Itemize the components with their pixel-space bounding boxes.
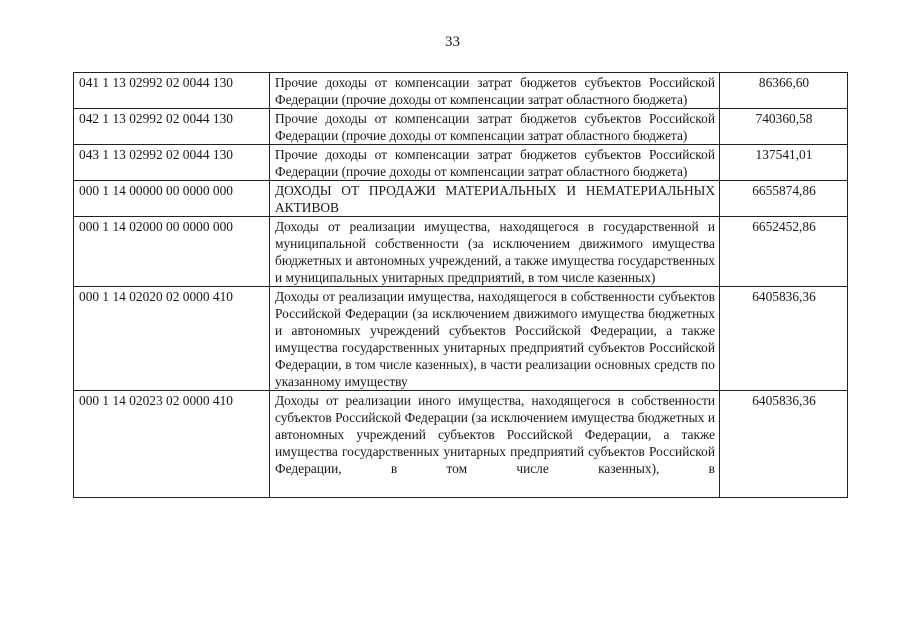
budget-classification-code: 041 1 13 02992 02 0044 130 <box>74 73 270 109</box>
revenue-description: Прочие доходы от компенсации затрат бюджетов субъектов Российской Федерации (прочие доходы от компенсации затрат областного бюджета) <box>270 109 720 145</box>
revenue-description: Прочие доходы от компенсации затрат бюджетов субъектов Российской Федерации (прочие доходы от компенсации затрат областного бюджета) <box>270 145 720 181</box>
revenue-description: Доходы от реализации иного имущества, находящегося в собственности субъектов Российской Федерации (за исключением имущества бюджетных и автономных учреждений субъектов Российской Федерации, а также имущества государственных унитарных предприятий субъектов Российской Федерации, в том числе казенных), в <box>270 391 720 498</box>
budget-classification-code: 000 1 14 02000 00 0000 000 <box>74 217 270 287</box>
budget-classification-code: 000 1 14 00000 00 0000 000 <box>74 181 270 217</box>
revenue-amount: 86366,60 <box>720 73 848 109</box>
budget-classification-code: 043 1 13 02992 02 0044 130 <box>74 145 270 181</box>
revenue-amount: 6652452,86 <box>720 217 848 287</box>
revenue-description: Доходы от реализации имущества, находящегося в собственности субъектов Российской Федерации (за исключением движимого имущества бюджетных и автономных учреждений субъектов Российской Федерации, а также имущества государственных унитарных предприятий субъектов Российской Федерации, в том числе казенных), в части реализации основных средств по указанному имуществу <box>270 287 720 391</box>
table-row <box>74 391 848 498</box>
revenue-description: ДОХОДЫ ОТ ПРОДАЖИ МАТЕРИАЛЬНЫХ И НЕМАТЕРИАЛЬНЫХ АКТИВОВ <box>270 181 720 217</box>
budget-classification-code: 042 1 13 02992 02 0044 130 <box>74 109 270 145</box>
table-row <box>74 217 848 287</box>
revenue-amount: 740360,58 <box>720 109 848 145</box>
revenue-amount: 6405836,36 <box>720 287 848 391</box>
budget-classification-code: 000 1 14 02023 02 0000 410 <box>74 391 270 498</box>
table-row <box>74 73 848 109</box>
revenue-description: Прочие доходы от компенсации затрат бюджетов субъектов Российской Федерации (прочие доходы от компенсации затрат областного бюджета) <box>270 73 720 109</box>
table-row <box>74 181 848 217</box>
table-row <box>74 145 848 181</box>
table-row <box>74 287 848 391</box>
revenue-amount: 6655874,86 <box>720 181 848 217</box>
revenue-amount: 6405836,36 <box>720 391 848 498</box>
table-row <box>74 109 848 145</box>
revenue-description: Доходы от реализации имущества, находящегося в государственной и муниципальной собственности (за исключением движимого имущества бюджетных и автономных учреждений, а также имущества государственных и муниципальных унитарных предприятий, в том числе казенных) <box>270 217 720 287</box>
page-number: 33 <box>445 34 460 50</box>
budget-classification-code: 000 1 14 02020 02 0000 410 <box>74 287 270 391</box>
revenue-amount: 137541,01 <box>720 145 848 181</box>
budget-revenue-table <box>73 72 848 498</box>
